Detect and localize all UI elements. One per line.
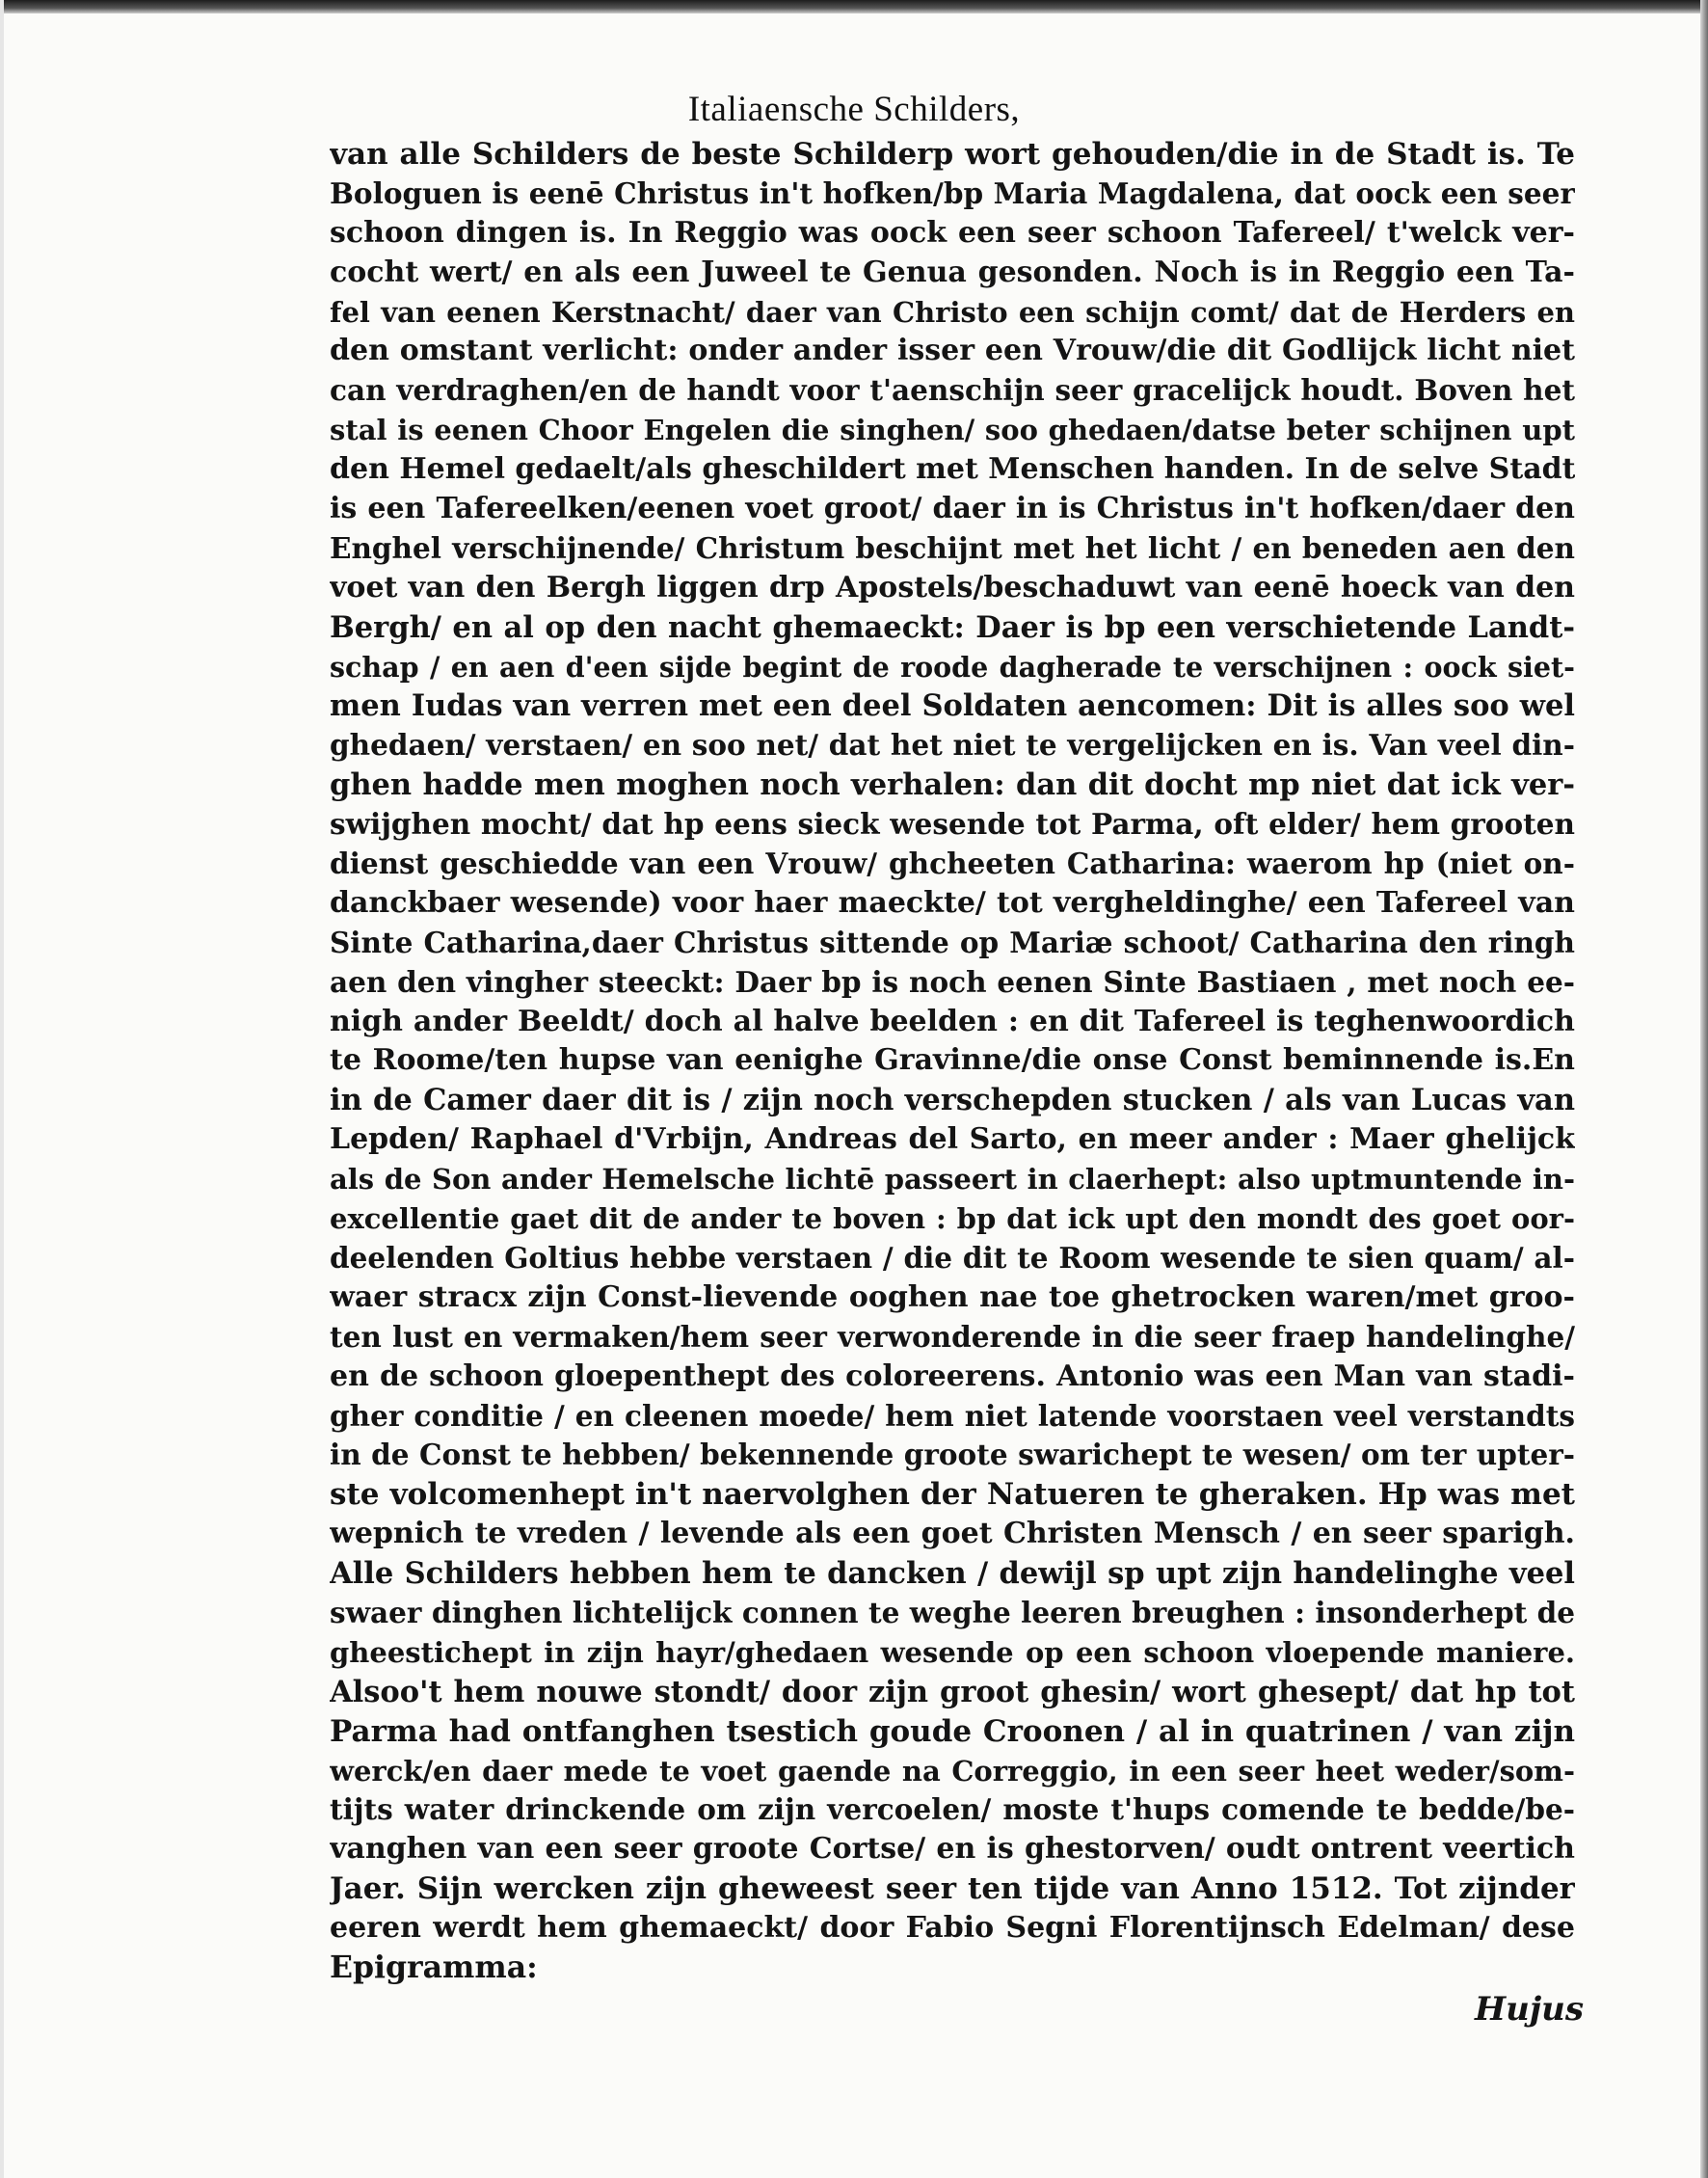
text-line: ten lust en vermaken/hem seer verwonderende in die seer fraep handelinghe/ [330,1319,1575,1354]
text-line: Epigramma: [330,1949,538,1985]
text-line: Lepden/ Raphael d'Vrbijn, Andreas del Sarto, en meer ander : Maer ghelijck [330,1122,1575,1157]
text-line: wepnich te vreden / levende als een goet Christen Mensch / en seer sparigh. [330,1517,1575,1551]
text-line: swaer dinghen lichtelijck connen te weghe leeren breughen : insonderhept de [330,1595,1575,1629]
text-line: men Iudas van verren met een deel Soldaten aencomen: Dit is alles soo wel [330,688,1575,724]
text-line: Sinte Catharina,daer Christus sittende op Mariæ schoot/ Catharina den ringh [330,925,1575,959]
text-line: Alle Schilders hebben hem te dancken / dewijl sp upt zijn handelinghe veel [330,1556,1575,1592]
text-line: ghen hadde men moghen noch verhalen: dan dit docht mp niet dat ick ver- [330,767,1575,803]
text-line: Jaer. Sijn wercken zijn gheweest seer ten tijde van Anno 1512. Tot zijnder [330,1871,1575,1907]
text-line: in de Const te hebben/ bekennende groote swarichept te wesen/ om ter upter- [330,1438,1575,1472]
catchword: Hujus [1475,1990,1585,2029]
text-line: vanghen van een seer groote Cortse/ en is ghestorven/ oudt ontrent veertich [330,1832,1575,1867]
body-text [330,135,1575,1988]
text-line: is een Tafereelken/eenen voet groot/ daer in is Christus in't hofken/daer den [330,492,1575,526]
text-line: te Roome/ten hupse van eenighe Gravinne/die onse Const beminnende is.En [330,1043,1575,1078]
text-line: deelenden Goltius hebbe verstaen / die dit te Room wesende te sien quam/ al- [330,1240,1575,1275]
text-line: van alle Schilders de beste Schilderp wort gehouden/die in de Stadt is. Te [330,137,1575,172]
text-line: werck/en daer mede te voet gaende na Correggio, in een seer heet weder/som- [330,1754,1575,1788]
text-line: ghedaen/ verstaen/ en soo net/ dat het niet te vergelijcken en is. Van veel din- [330,728,1575,763]
scan-top-edge [0,0,1708,13]
text-line: tijts water drinckende om zijn vercoelen/ moste t'hups comende te bedde/be- [330,1792,1575,1827]
text-line: Enghel verschijnende/ Christum beschijnt met het licht / en beneden aen den [330,530,1575,565]
text-line: Bergh/ en al op den nacht ghemaeckt: Daer is bp een verschietende Landt- [330,609,1575,645]
text-line: dienst geschiedde van een Vrouw/ ghcheeten Catharina: waerom hp (niet on- [330,847,1575,881]
scan-left-edge [0,0,4,2178]
text-line: schoon dingen is. In Reggio was oock een seer schoon Tafereel/ t'welck ver- [330,215,1575,250]
text-line: gher conditie / en cleenen moede/ hem niet latende voorstaen veel verstandts [330,1398,1575,1433]
text-line: stal is eenen Choor Engelen die singhen/ soo ghedaen/datse beter schijnen upt [330,414,1575,447]
text-line: den omstant verlicht: onder ander isser een Vrouw/die dit Godlijck licht niet [330,334,1575,368]
text-line: cocht wert/ en als een Juweel te Genua gesonden. Noch is in Reggio een Ta- [330,255,1575,289]
text-line: in de Camer daer dit is / zijn noch verschepden stucken / als van Lucas van [330,1083,1575,1118]
text-line: excellentie gaet dit de ander te boven : bp dat ick upt den mondt des goet oor- [330,1202,1575,1236]
text-line: aen den vingher steeckt: Daer bp is noch eenen Sinte Bastiaen , met noch ee- [330,964,1575,999]
text-line: can verdraghen/en de handt voor t'aenschijn seer gracelijck houdt. Boven het [330,373,1575,408]
text-line: en de schoon gloepenthept des coloreerens. Antonio was een Man van stadi- [330,1358,1575,1393]
text-line: Parma had ontfanghen tsestich goude Croonen / al in quatrinen / van zijn [330,1713,1575,1749]
scan-right-edge [1700,0,1708,2178]
text-line: den Hemel gedaelt/als gheschildert met Menschen handen. In de selve Stadt [330,452,1575,487]
text-line: fel van eenen Kerstnacht/ daer van Christo een schijn comt/ dat de Herders en [330,295,1575,329]
text-line: swijghen mocht/ dat hp eens sieck wesende tot Parma, oft elder/ hem grooten [330,807,1575,842]
text-line: waer stracx zijn Const-lievende ooghen nae toe ghetrocken waren/met groo- [330,1279,1575,1314]
text-line: gheestichept in zijn hayr/ghedaen wesende op een schoon vloepende maniere. [330,1635,1575,1669]
text-line: nigh ander Beeldt/ doch al halve beelden : en dit Tafereel is teghenwoordich [330,1004,1575,1038]
text-line: schap / en aen d'een sijde begint de roode dagherade te verschijnen : oock siet- [330,650,1575,684]
running-head: Italiaensche Schilders, [687,90,1021,129]
text-line: danckbaer wesende) voor haer maeckte/ tot vergheldinghe/ een Tafereel van [330,885,1575,920]
text-line: voet van den Bergh liggen drp Apostels/beschaduwt van eenē hoeck van den [330,570,1575,605]
text-line: ste volcomenhept in't naervolghen der Natueren te gheraken. Hp was met [330,1477,1575,1513]
text-line: eeren werdt hem ghemaeckt/ door Fabio Segni Florentijnsch Edelman/ dese [330,1911,1575,1946]
text-line: als de Son ander Hemelsche lichtē passeert in claerhept: also uptmuntende in- [330,1163,1575,1197]
text-line: Alsoo't hem nouwe stondt/ door zijn groot ghesin/ wort ghesept/ dat hp tot [330,1674,1575,1709]
text-line: Bologuen is eenē Christus in't hofken/bp Maria Magdalena, dat oock een seer [330,175,1575,210]
